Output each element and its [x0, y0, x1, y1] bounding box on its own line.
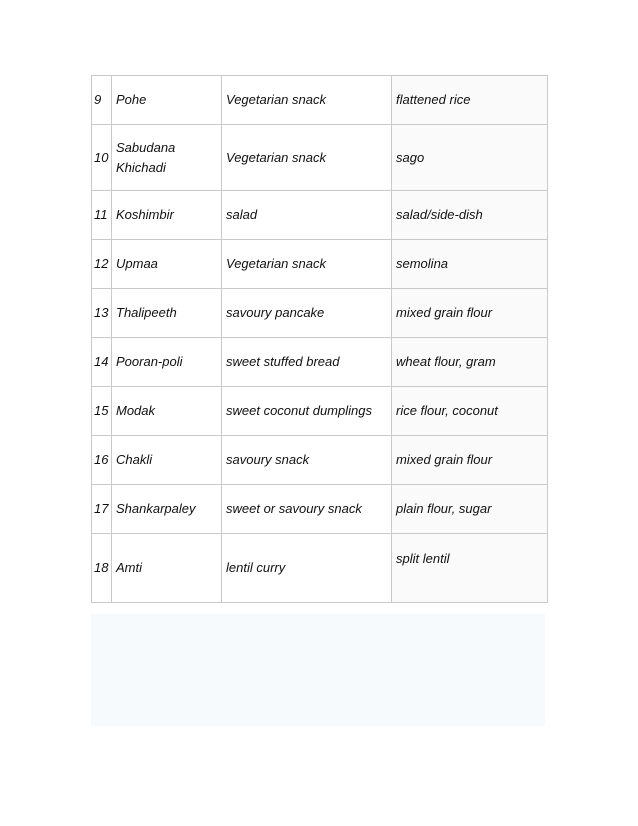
dish-name: Pohe: [112, 76, 222, 125]
table-row: [92, 485, 548, 534]
row-number: 11: [92, 191, 112, 240]
dish-category: savoury snack: [222, 436, 392, 485]
row-number: 10: [92, 125, 112, 191]
table-row: [92, 338, 548, 387]
row-number: 17: [92, 485, 112, 534]
row-number: 16: [92, 436, 112, 485]
dish-category: savoury pancake: [222, 289, 392, 338]
main-ingredient: mixed grain flour: [392, 436, 548, 485]
dish-name: Pooran-poli: [112, 338, 222, 387]
dish-name: Modak: [112, 387, 222, 436]
main-ingredient: mixed grain flour: [392, 289, 548, 338]
dish-name: Sabudana Khichadi: [112, 125, 222, 191]
main-ingredient: plain flour, sugar: [392, 485, 548, 534]
dish-category: Vegetarian snack: [222, 125, 392, 191]
dish-category: lentil curry: [222, 534, 392, 603]
dish-name: Upmaa: [112, 240, 222, 289]
table-row: [92, 436, 548, 485]
dish-name: Koshimbir: [112, 191, 222, 240]
blank-panel: [91, 614, 545, 726]
main-ingredient: salad/side-dish: [392, 191, 548, 240]
main-ingredient: semolina: [392, 240, 548, 289]
dish-category: Vegetarian snack: [222, 240, 392, 289]
table-row: [92, 387, 548, 436]
table-row: [92, 240, 548, 289]
table-row: [92, 289, 548, 338]
dish-category: salad: [222, 191, 392, 240]
main-ingredient: sago: [392, 125, 548, 191]
dish-category: sweet stuffed bread: [222, 338, 392, 387]
dish-category: sweet or savoury snack: [222, 485, 392, 534]
dish-name: Amti: [112, 534, 222, 603]
main-ingredient: wheat flour, gram: [392, 338, 548, 387]
main-ingredient: rice flour, coconut: [392, 387, 548, 436]
dish-name: Shankarpaley: [112, 485, 222, 534]
row-number: 13: [92, 289, 112, 338]
food-table: [91, 75, 548, 603]
row-number: 9: [92, 76, 112, 125]
row-number: 12: [92, 240, 112, 289]
dish-name: Chakli: [112, 436, 222, 485]
table-row: [92, 534, 548, 603]
row-number: 15: [92, 387, 112, 436]
main-ingredient: split lentil: [392, 534, 548, 603]
dish-category: sweet coconut dumplings: [222, 387, 392, 436]
row-number: 14: [92, 338, 112, 387]
table-row: [92, 125, 548, 191]
dish-name: Thalipeeth: [112, 289, 222, 338]
main-ingredient: flattened rice: [392, 76, 548, 125]
table-row: [92, 191, 548, 240]
row-number: 18: [92, 534, 112, 603]
table-row: [92, 76, 548, 125]
dish-category: Vegetarian snack: [222, 76, 392, 125]
